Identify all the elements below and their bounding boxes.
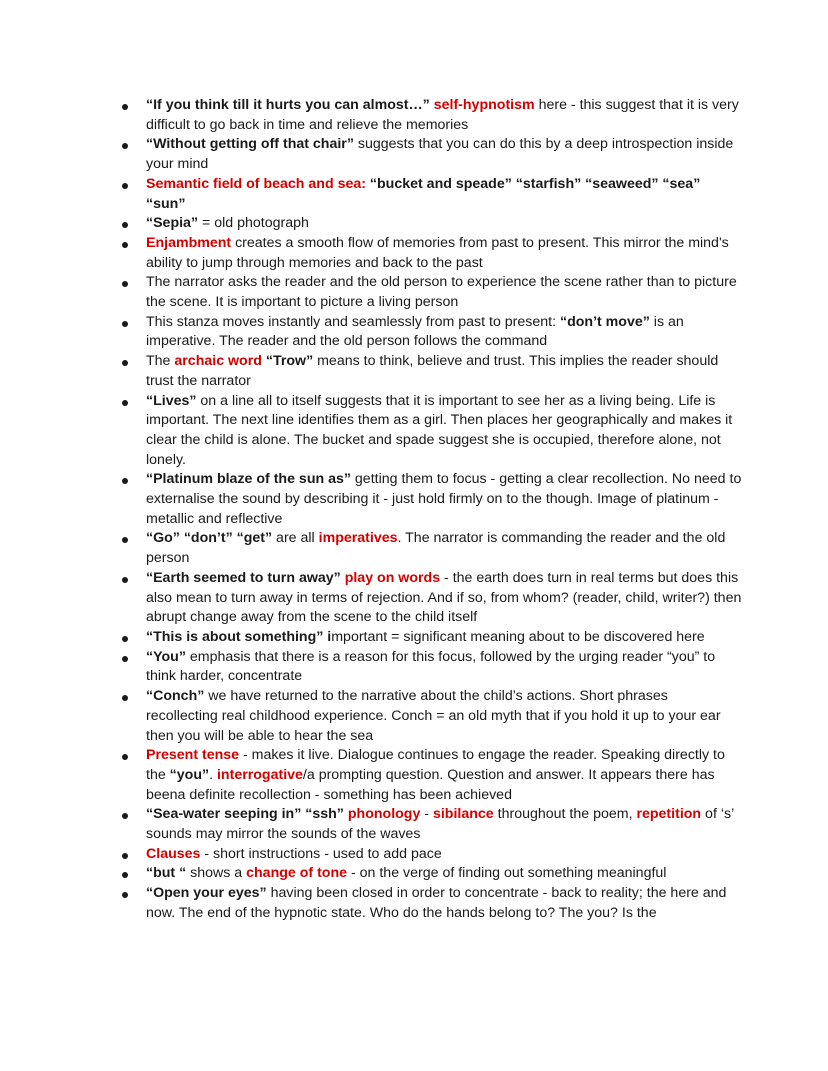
quoted-phrase: “Conch” [146, 688, 205, 705]
bullet-icon [122, 321, 128, 327]
note-text: - the earth does turn in real terms but does this also mean to turn away in terms of rejection. And if so, from whom? (reader, child, writer?) then abrupt change away from the scene to the child itself [146, 569, 742, 626]
quoted-phrase: “bucket and speade” “starfish” “seaweed” “sea” “sun” [146, 175, 701, 212]
note-text: . The narrator is commanding the reader and the old person [146, 530, 726, 567]
note-text: having been closed in order to concentrate - back to reality; the here and now. The end of the hypnotic state. Who do the hands belong to? The you? Is the [146, 885, 727, 921]
list-item [146, 648, 742, 687]
list-item [146, 392, 742, 471]
list-item [146, 628, 742, 648]
quoted-phrase: “don’t move” [559, 313, 650, 330]
bullet-icon [122, 695, 128, 701]
bullet-icon [122, 104, 128, 110]
note-text: The [146, 353, 175, 370]
list-item [146, 529, 742, 568]
note-text: of ‘s’ sounds may mirror the sounds of the waves [146, 806, 734, 843]
note-text: emphasis that there is a reason for this focus, followed by the urging reader “you” to think harder, concentrate [146, 648, 716, 685]
highlighted-term: interrogative [216, 766, 303, 783]
note-text: here - this suggest that it is very difficult to go back in time and relieve the memories [146, 97, 739, 133]
quoted-phrase: “Sea-water seeping in” “ssh” [146, 806, 344, 823]
note-text: = old photograph [198, 215, 309, 232]
list-item [146, 135, 742, 174]
quoted-phrase: “Trow” [261, 353, 314, 370]
note-text: This stanza moves instantly and seamlessly from past to present: [146, 313, 560, 330]
note-text: shows a [186, 865, 247, 882]
bullet-icon [122, 577, 128, 583]
quoted-phrase: “If you think till it hurts you can almost…” [146, 97, 434, 113]
quoted-phrase: “Sepia” [146, 215, 199, 232]
bullet-icon [122, 853, 128, 859]
note-text: we have returned to the narrative about the child’s actions. Short phrases recollecting real childhood experience. Conch = an old myth that if you hold it up to your ear then you will be able to hear the sea [146, 688, 721, 744]
bullet-icon [122, 478, 128, 484]
note-text: The narrator asks the reader and the old person to experience the scene rather than to picture the scene. It is important to picture a living person [146, 274, 737, 311]
highlighted-term: Semantic field of beach and sea: [146, 175, 366, 192]
highlighted-term: self-hypnotism [433, 97, 535, 113]
list-item [146, 884, 742, 923]
highlighted-term: change of tone [246, 865, 348, 882]
quoted-phrase: “This is about something” i [146, 628, 332, 645]
quoted-phrase: “You” [146, 648, 186, 665]
list-item [146, 805, 742, 844]
bullet-icon [122, 892, 128, 898]
bullet-icon [122, 656, 128, 662]
quoted-phrase: “Platinum blaze of the sun as” [146, 471, 351, 488]
bullet-icon [122, 400, 128, 406]
highlighted-term: Clauses [146, 845, 201, 862]
bullet-icon [122, 242, 128, 248]
list-item [146, 273, 742, 312]
quoted-phrase: “Go” “don’t” “get” [146, 530, 273, 547]
highlighted-term: play on words [344, 569, 441, 586]
note-text: . [209, 766, 217, 783]
note-text: on a line all to itself suggests that it is important to see her as a living being. Life is important. The next line identifies them as a girl. Then places her geographically and makes it clear the child is alone. The bucket and spade suggest she is occupied, therefore alone, not lonely. [146, 392, 733, 468]
list-item [146, 175, 742, 214]
note-text: - [420, 806, 433, 823]
note-text: mportant = significant meaning about to be discovered here [331, 628, 705, 645]
list-item [146, 569, 742, 628]
quoted-phrase: “Without getting off that chair” [146, 136, 354, 153]
note-text: throughout the poem, [493, 806, 637, 823]
bullet-icon [122, 143, 128, 149]
bullet-icon [122, 813, 128, 819]
note-text: - makes it live. Dialogue continues to engage the reader. Speaking directly to the [146, 747, 725, 783]
note-text: /a prompting question. Question and answer. It appears there has beena definite recollection - something has been achieved [146, 766, 715, 803]
note-text: suggests that you can do this by a deep introspection inside your mind [146, 136, 734, 173]
bullet-list [146, 96, 742, 924]
highlighted-term: Enjambment [146, 234, 232, 251]
bullet-icon [122, 754, 128, 760]
list-item [146, 845, 742, 865]
highlighted-term: phonology [347, 806, 421, 823]
highlighted-term: repetition [636, 806, 702, 823]
bullet-icon [122, 636, 128, 642]
note-text: are all [272, 530, 319, 547]
bullet-icon [122, 183, 128, 189]
quoted-phrase: “but “ [146, 865, 187, 882]
bullet-icon [122, 872, 128, 878]
note-text: creates a smooth flow of memories from past to present. This mirror the mind's ability to jump through memories and back to the past [146, 234, 729, 271]
quoted-phrase: “Open your eyes” [146, 885, 267, 902]
highlighted-term: imperatives [318, 530, 398, 547]
note-text: means to think, believe and trust. This implies the reader should trust the narrator [146, 353, 719, 389]
bullet-icon [122, 360, 128, 366]
bullet-icon [122, 222, 128, 228]
note-text: getting them to focus - getting a clear recollection. No need to externalise the sound by describing it - just hold firmly on to the though. Image of platinum - metallic and reflective [146, 471, 742, 527]
list-item [146, 864, 742, 884]
list-item [146, 470, 742, 529]
list-item [146, 313, 742, 352]
highlighted-term: Present tense [146, 747, 240, 764]
list-item [146, 234, 742, 273]
bullet-icon [122, 281, 128, 287]
note-text: - short instructions - used to add pace [200, 845, 442, 862]
highlighted-term: sibilance [432, 806, 494, 823]
list-item [146, 352, 742, 391]
highlighted-term: archaic word [174, 353, 262, 370]
quoted-phrase: “you” [169, 766, 210, 783]
list-item [146, 214, 742, 234]
list-item [146, 746, 742, 805]
list-item [146, 96, 742, 135]
quoted-phrase: “Earth seemed to turn away” [146, 569, 341, 586]
quoted-phrase: “Lives” [146, 392, 197, 409]
bullet-icon [122, 537, 128, 543]
list-item [146, 687, 742, 746]
note-text: - on the verge of finding out something meaningful [347, 865, 667, 882]
note-text: is an imperative. The reader and the old person follows the command [146, 313, 684, 350]
